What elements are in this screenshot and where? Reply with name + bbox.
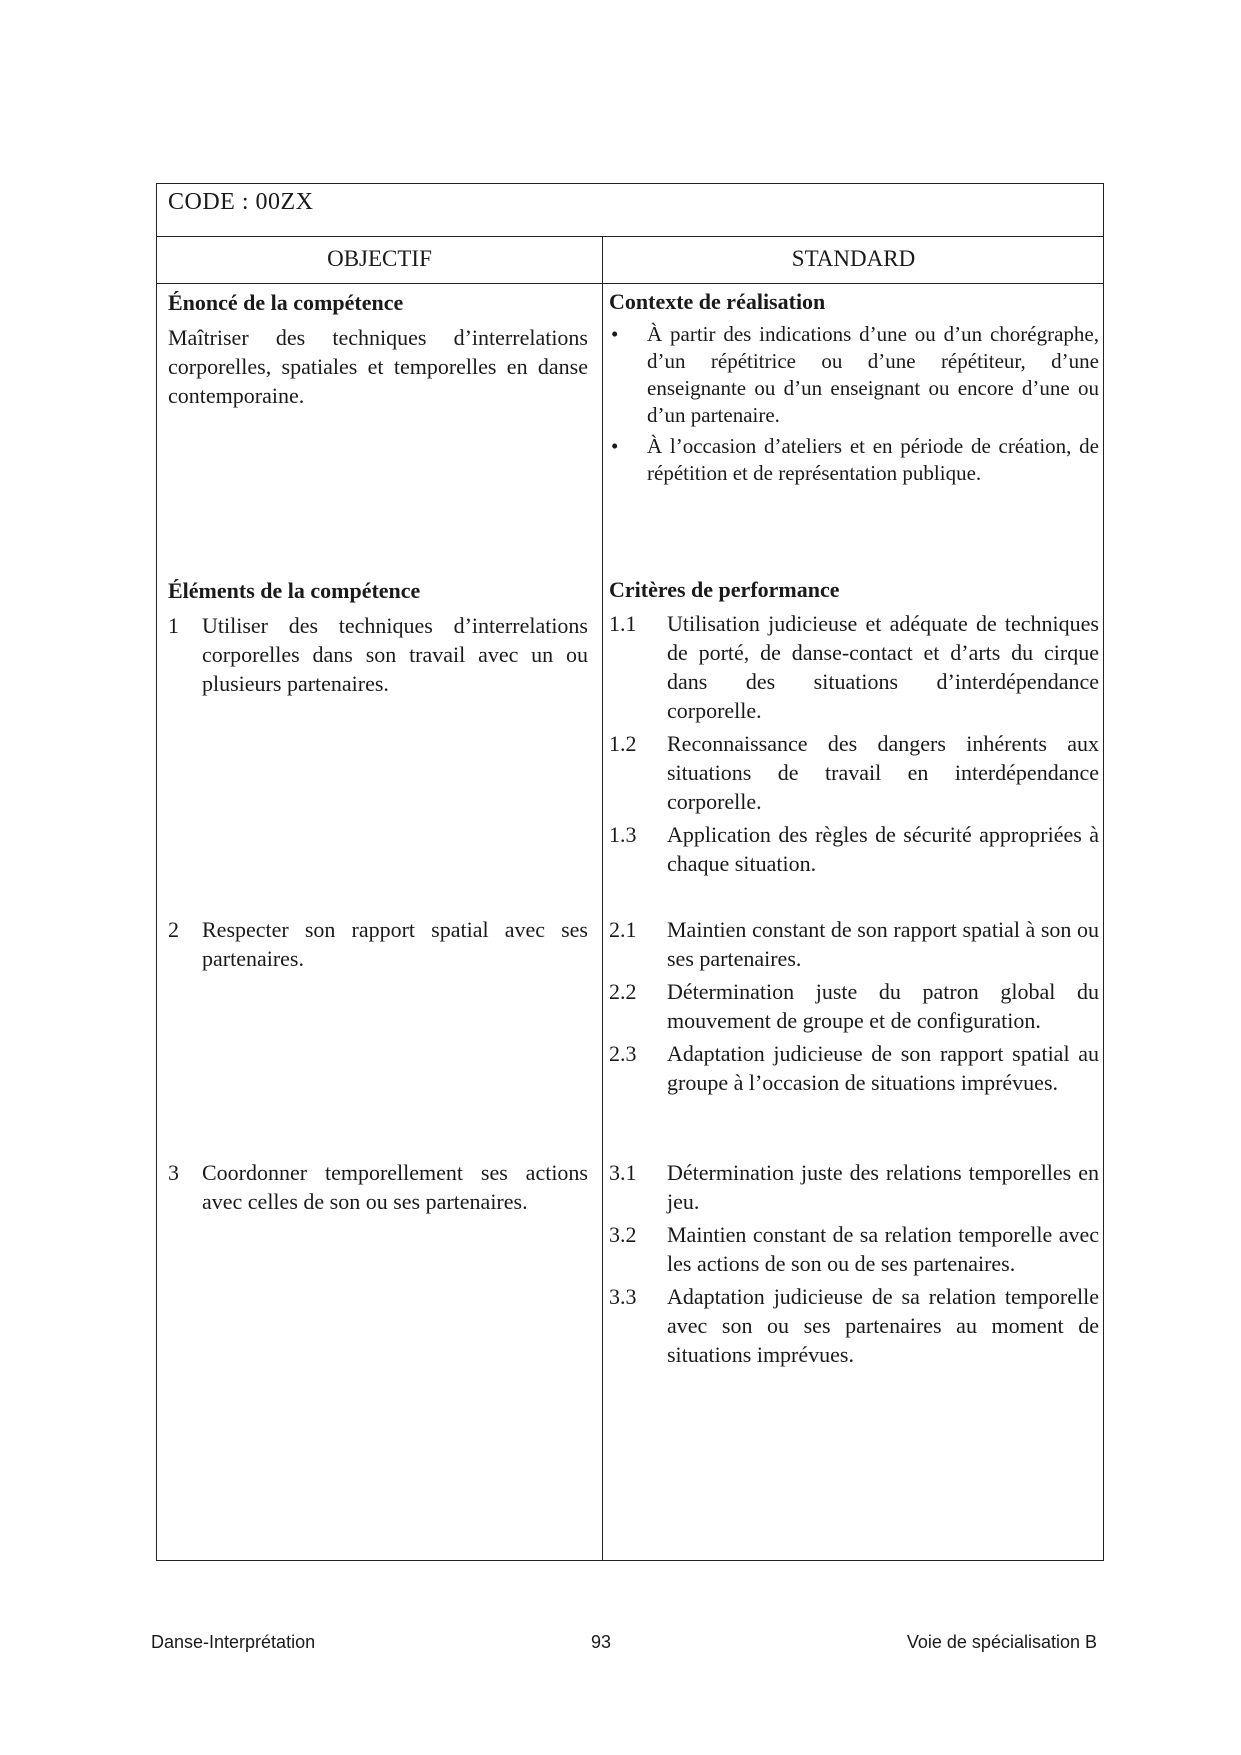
critere-number: 3.3 xyxy=(609,1284,637,1309)
contexte-item xyxy=(609,433,1099,487)
criteres-section-2 xyxy=(609,915,1099,1101)
header-row xyxy=(157,237,1103,284)
critere-text: Détermination juste des relations temporelles en jeu. xyxy=(667,1160,1099,1214)
critere-number: 1.2 xyxy=(609,731,637,756)
footer-program: Danse-Interprétation xyxy=(151,1632,316,1652)
contexte-item-text: À partir des indications d’une ou d’un chorégraphe, d’un répétitrice ou d’une répétiteur, d’une enseignante ou d’un enseignant ou encore d’une ou d’un partenaire. xyxy=(647,322,1099,427)
critere-item xyxy=(609,1282,1099,1369)
critere-text: Application des règles de sécurité appropriées à chaque situation. xyxy=(667,822,1099,876)
enonce-section xyxy=(168,288,588,410)
standard-header: STANDARD xyxy=(791,246,916,271)
critere-number: 3.1 xyxy=(609,1160,637,1185)
objectif-header: OBJECTIF xyxy=(327,246,432,271)
critere-item xyxy=(609,915,1099,973)
code-label: CODE : 00ZX xyxy=(168,189,314,215)
bullet-icon: • xyxy=(611,434,619,458)
contexte-section xyxy=(609,288,1099,491)
critere-item xyxy=(609,820,1099,878)
footer-voie: Voie de spécialisation B xyxy=(906,1632,1097,1652)
criteres-section xyxy=(609,576,1099,882)
critere-text: Maintien constant de son rapport spatial à son ou ses partenaires. xyxy=(667,917,1099,971)
column-divider xyxy=(602,237,603,1560)
criteres-section-3 xyxy=(609,1158,1099,1373)
critere-text: Adaptation judicieuse de son rapport spatial au groupe à l’occasion de situations imprévues. xyxy=(667,1041,1099,1095)
critere-number: 2.3 xyxy=(609,1041,637,1066)
bullet-icon: • xyxy=(611,322,619,346)
element-item xyxy=(168,611,588,698)
critere-text: Reconnaissance des dangers inhérents aux situations de travail en interdépendance corporelle. xyxy=(667,731,1099,814)
critere-text: Adaptation judicieuse de sa relation temporelle avec son ou ses partenaires au moment de situations imprévues. xyxy=(667,1284,1099,1367)
critere-item xyxy=(609,977,1099,1035)
elements-section xyxy=(168,576,588,698)
competency-table xyxy=(156,183,1104,1561)
enonce-text: Maîtriser des techniques d’interrelations corporelles, spatiales et temporelles en danse contemporaine. xyxy=(168,325,588,408)
element-item xyxy=(168,915,588,973)
critere-number: 2.2 xyxy=(609,979,637,1004)
enonce-title: Énoncé de la compétence xyxy=(168,290,404,315)
critere-number: 1.1 xyxy=(609,611,637,636)
critere-item xyxy=(609,1039,1099,1097)
elements-section-2 xyxy=(168,915,588,973)
element-number: 1 xyxy=(168,613,179,638)
critere-text: Détermination juste du patron global du mouvement de groupe et de configuration. xyxy=(667,979,1099,1033)
element-item xyxy=(168,1158,588,1216)
critere-number: 3.2 xyxy=(609,1222,637,1247)
contexte-title: Contexte de réalisation xyxy=(609,289,826,314)
critere-number: 2.1 xyxy=(609,917,637,942)
critere-item xyxy=(609,1220,1099,1278)
critere-text: Maintien constant de sa relation temporelle avec les actions de son ou de ses partenaires. xyxy=(667,1222,1099,1276)
element-text: Utiliser des techniques d’interrelations corporelles dans son travail avec un ou plusieurs partenaires. xyxy=(202,613,588,696)
contexte-item-text: À l’occasion d’ateliers et en période de création, de répétition et de représentation publique. xyxy=(647,434,1099,485)
critere-item xyxy=(609,729,1099,816)
element-number: 3 xyxy=(168,1160,179,1185)
elements-title: Éléments de la compétence xyxy=(168,578,421,603)
critere-item xyxy=(609,609,1099,725)
footer-page-number: 93 xyxy=(591,1632,612,1652)
elements-section-3 xyxy=(168,1158,588,1216)
critere-item xyxy=(609,1158,1099,1216)
criteres-title: Critères de performance xyxy=(609,577,840,602)
element-text: Coordonner temporellement ses actions avec celles de son ou ses partenaires. xyxy=(202,1160,588,1214)
code-row xyxy=(157,184,1103,237)
page-footer xyxy=(151,1632,1097,1656)
element-text: Respecter son rapport spatial avec ses partenaires. xyxy=(202,917,588,971)
critere-number: 1.3 xyxy=(609,822,637,847)
contexte-item xyxy=(609,321,1099,429)
element-number: 2 xyxy=(168,917,179,942)
critere-text: Utilisation judicieuse et adéquate de techniques de porté, de danse-contact et d’arts du cirque dans des situations d’interdépendance corporelle. xyxy=(667,611,1099,723)
